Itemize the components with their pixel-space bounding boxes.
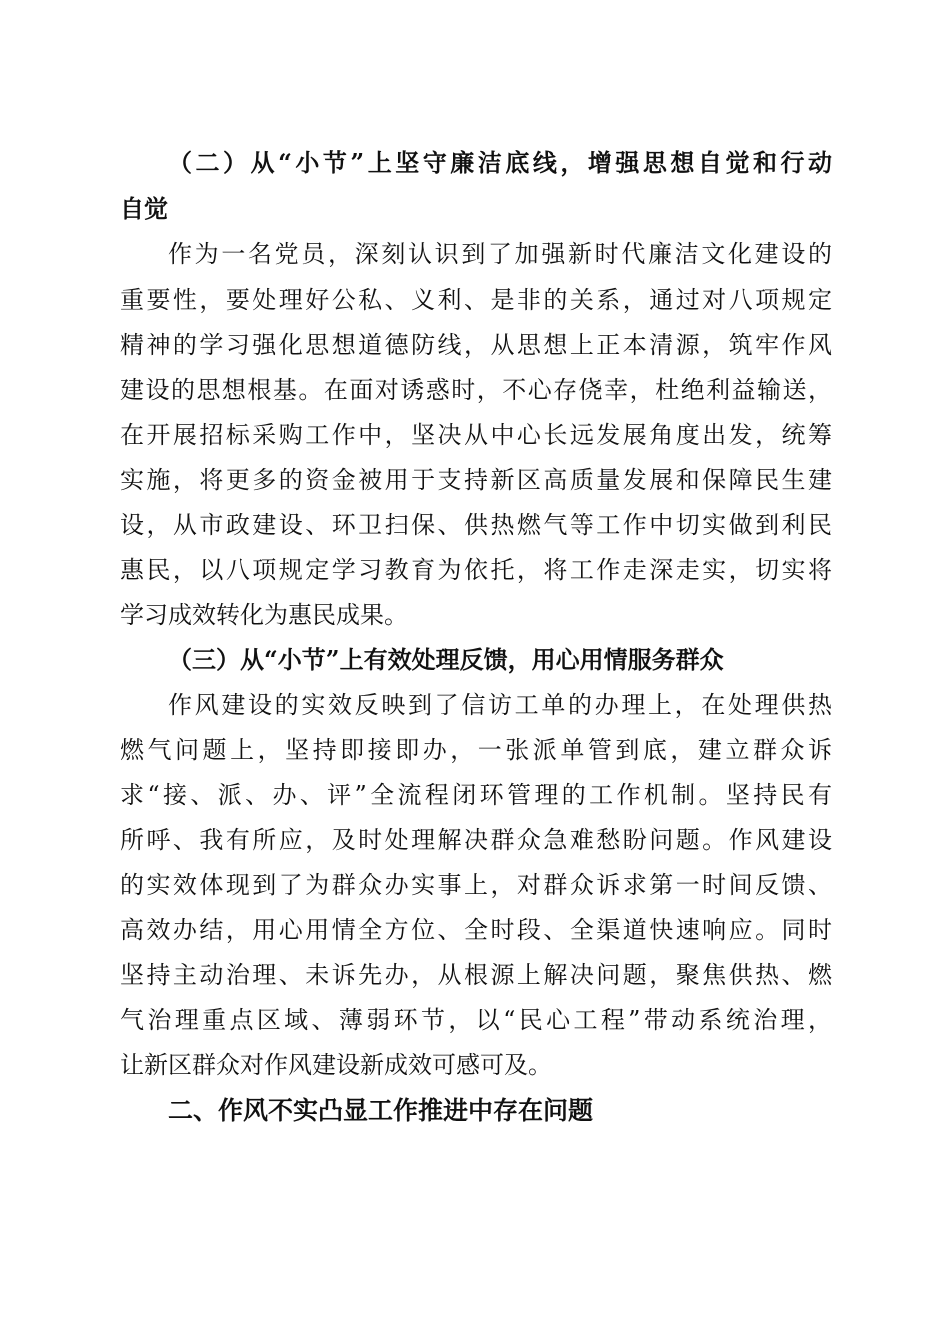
section-2-heading-line-1: （二）从“小节”上坚守廉洁底线，增强思想自觉和行动 xyxy=(168,148,832,177)
section-3-body-line: 燃气问题上，坚持即接即办，一张派单管到底，建立群众诉 xyxy=(120,736,832,764)
section-3-body-line: 坚持主动治理、未诉先办，从根源上解决问题，聚焦供热、燃 xyxy=(120,961,832,989)
part-2-heading: 二、作风不实凸显工作推进中存在问题 xyxy=(168,1096,594,1125)
section-2-body-line: 惠民，以八项规定学习教育为依托，将工作走深走实，切实将 xyxy=(120,556,832,584)
section-2-body-line: 设，从市政建设、环卫扫保、供热燃气等工作中切实做到利民 xyxy=(120,511,832,539)
section-3-body-line: 高效办结，用心用情全方位、全时段、全渠道快速响应。同时 xyxy=(120,916,832,944)
section-3-body-line: 求“接、派、办、评”全流程闭环管理的工作机制。坚持民有 xyxy=(120,781,832,809)
section-3-body-line: 所呼、我有所应，及时处理解决群众急难愁盼问题。作风建设 xyxy=(120,826,832,854)
section-3-body-line: 的实效体现到了为群众办实事上，对群众诉求第一时间反馈、 xyxy=(120,871,832,899)
section-2-body-line: 重要性，要处理好公私、义利、是非的关系，通过对八项规定 xyxy=(120,286,832,314)
section-2-body-line: 精神的学习强化思想道德防线，从思想上正本清源，筑牢作风 xyxy=(120,331,832,359)
section-2-body-line: 建设的思想根基。在面对诱惑时，不心存侥幸，杜绝利益输送， xyxy=(120,376,832,404)
section-2-body-line: 作为一名党员，深刻认识到了加强新时代廉洁文化建设的 xyxy=(168,240,832,268)
section-3-heading: （三）从“小节”上有效处理反馈，用心用情服务群众 xyxy=(168,645,724,674)
section-2-body-line: 实施，将更多的资金被用于支持新区高质量发展和保障民生建 xyxy=(120,466,832,494)
section-3-body-line: 作风建设的实效反映到了信访工单的办理上，在处理供热 xyxy=(168,691,832,719)
section-2-body-line: 在开展招标采购工作中，坚决从中心长远发展角度出发，统筹 xyxy=(120,421,832,449)
section-2-heading-line-2: 自觉 xyxy=(120,194,168,223)
section-2-body-line: 学习成效转化为惠民成果。 xyxy=(120,601,408,629)
section-3-body-line: 气治理重点区域、薄弱环节，以“民心工程”带动系统治理， xyxy=(120,1006,832,1034)
section-3-body-line: 让新区群众对作风建设新成效可感可及。 xyxy=(120,1051,552,1079)
